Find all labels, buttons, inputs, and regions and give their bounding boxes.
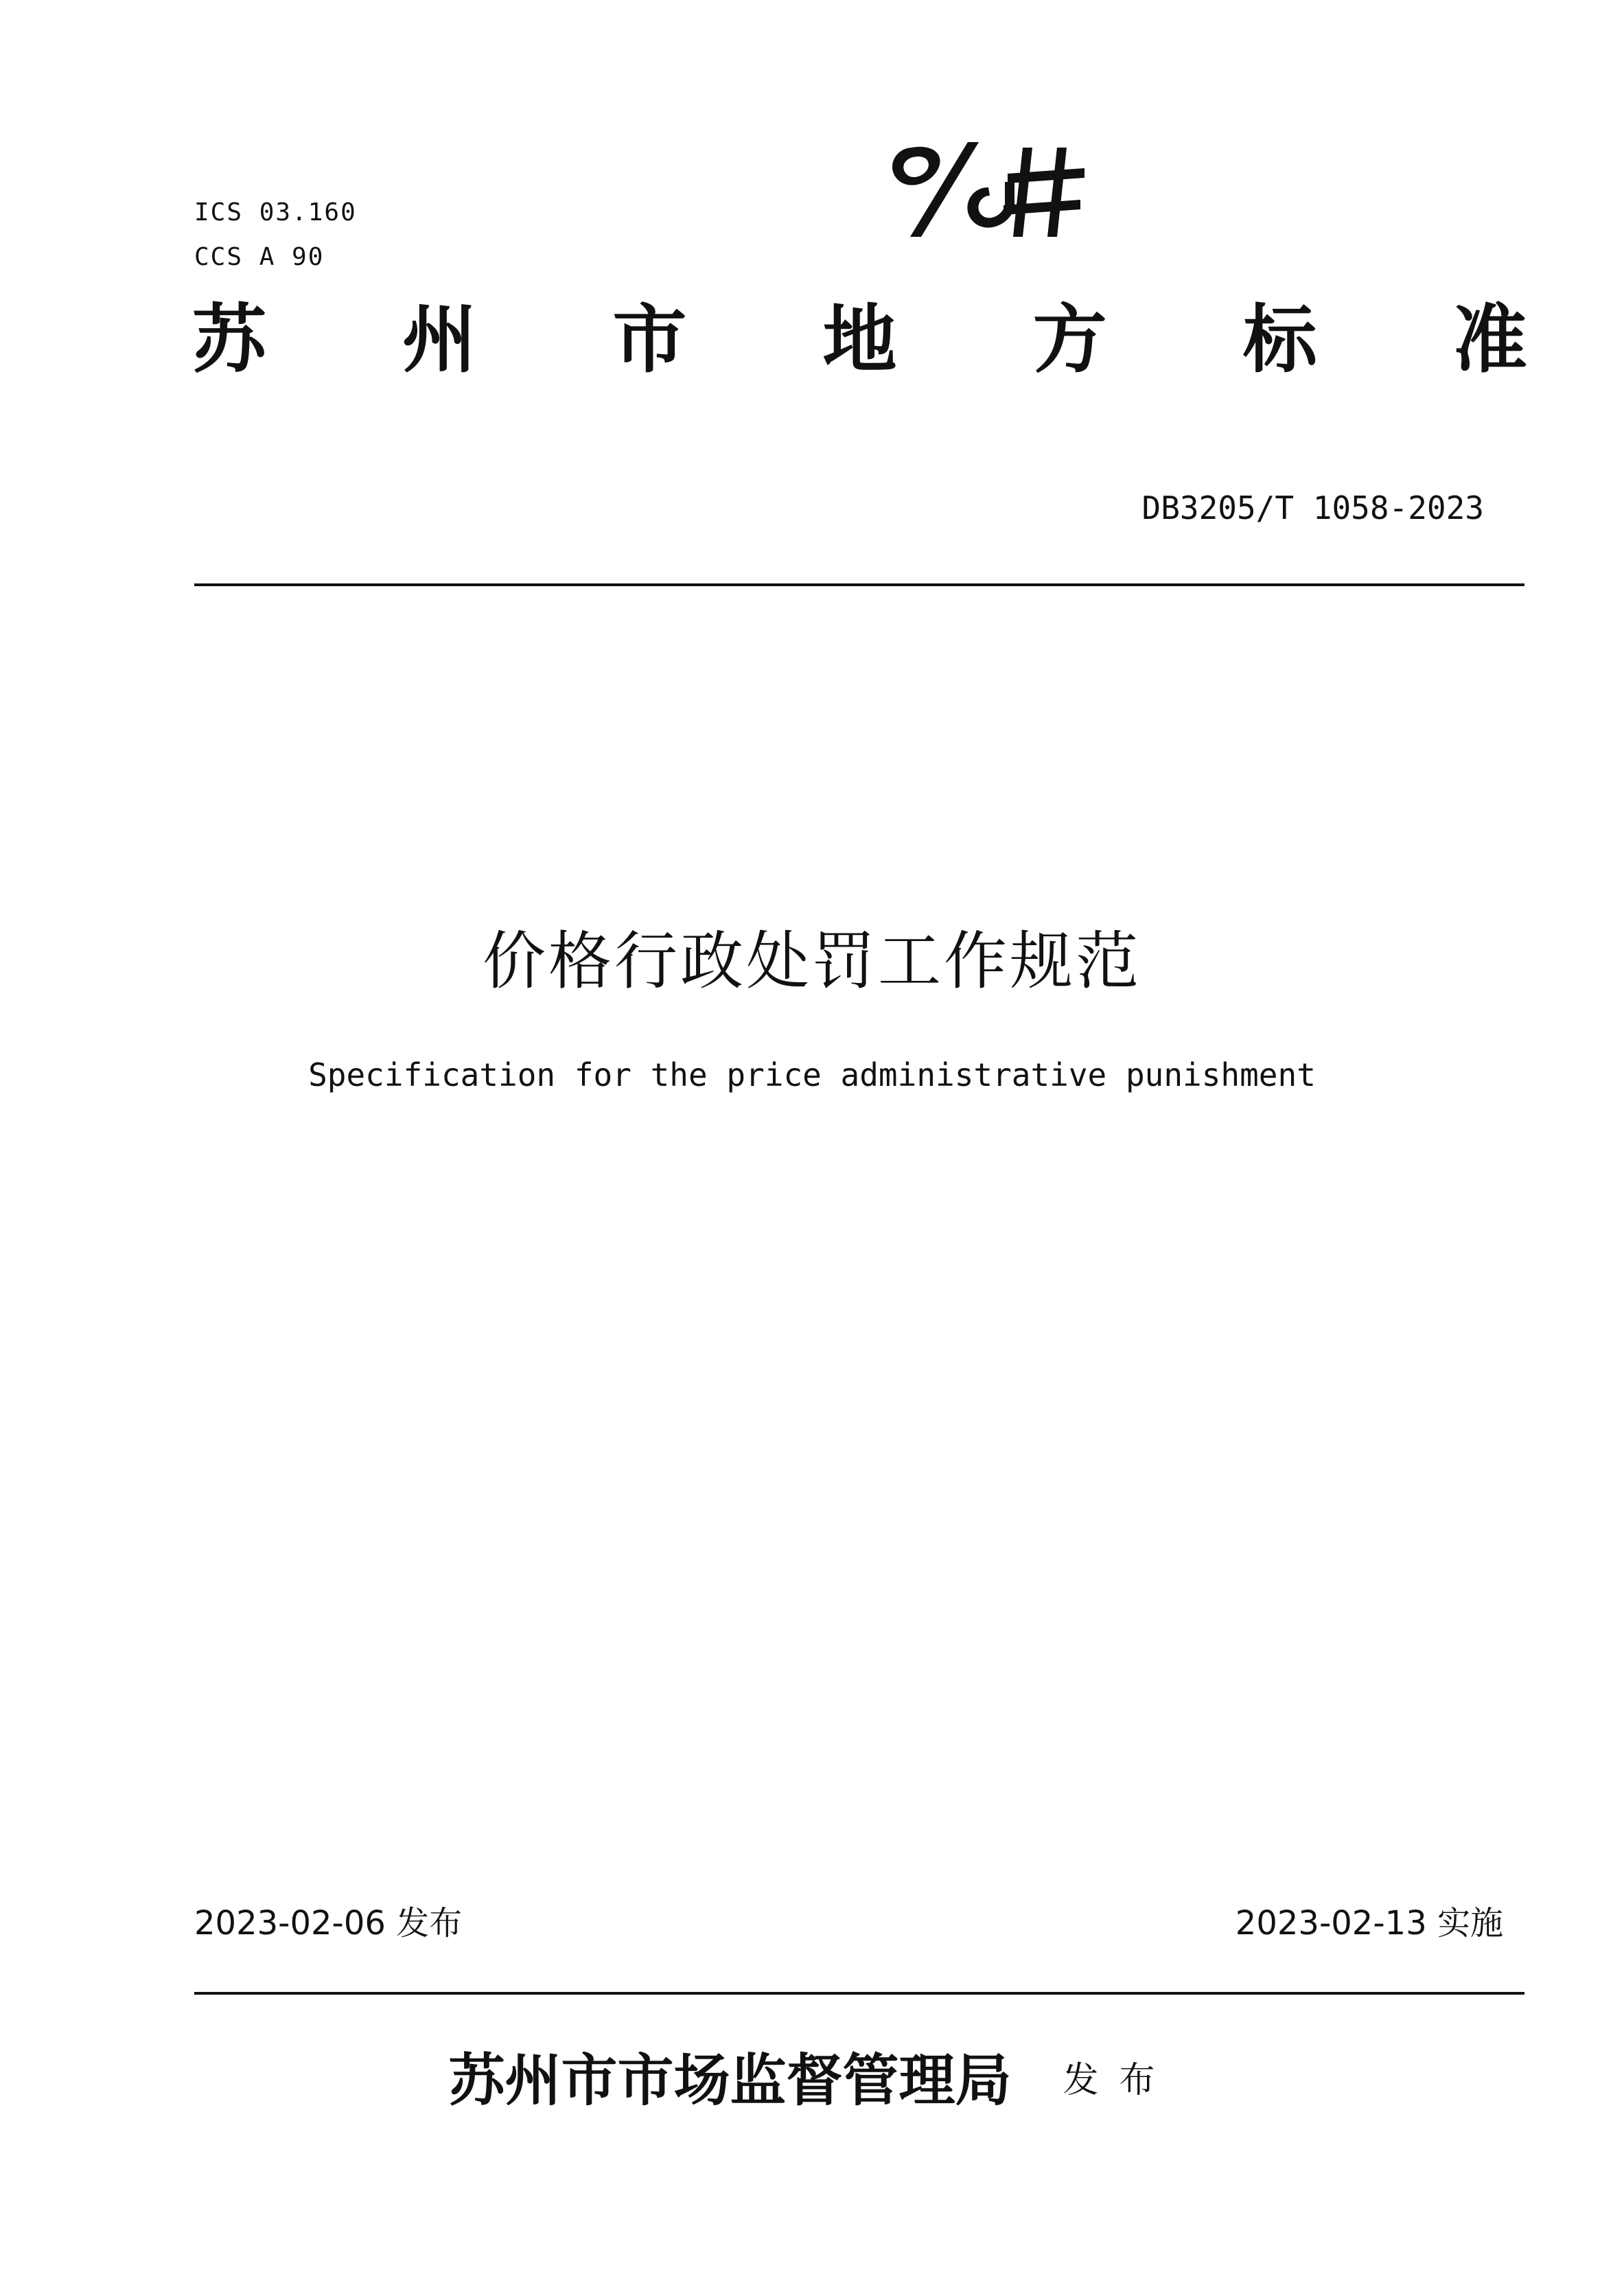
document-title-chinese: 价格行政处罚工作规范 — [482, 925, 1141, 998]
bottom-divider — [194, 1992, 1524, 1995]
standard-type-char: 地 — [822, 297, 897, 383]
db-logo-icon — [885, 134, 1091, 244]
standard-type-heading — [192, 295, 1527, 384]
implementation-date: 2023-02-13 实施 — [1235, 1904, 1503, 1943]
document-title-english: Specification for the price administrative punishment — [308, 1056, 1316, 1093]
issuer-suffix: 发布 — [1063, 2060, 1176, 2101]
ics-code: ICS 03.160 — [194, 198, 357, 227]
standard-type-char: 方 — [1032, 297, 1107, 383]
standard-type-char: 准 — [1452, 297, 1527, 383]
standard-type-char: 苏 — [192, 297, 267, 383]
issuer-name: 苏州市市场监督管理局 — [448, 2048, 1012, 2113]
standard-type-char: 州 — [402, 297, 477, 383]
standard-number: DB3205/T 1058-2023 — [1141, 489, 1484, 526]
standard-type-char: 标 — [1242, 297, 1317, 383]
standard-type-char: 市 — [612, 297, 687, 383]
issue-date: 2023-02-06 发布 — [194, 1904, 463, 1943]
ccs-code: CCS A 90 — [194, 243, 325, 271]
top-divider — [194, 583, 1524, 586]
issuer-line — [0, 2048, 1624, 2113]
